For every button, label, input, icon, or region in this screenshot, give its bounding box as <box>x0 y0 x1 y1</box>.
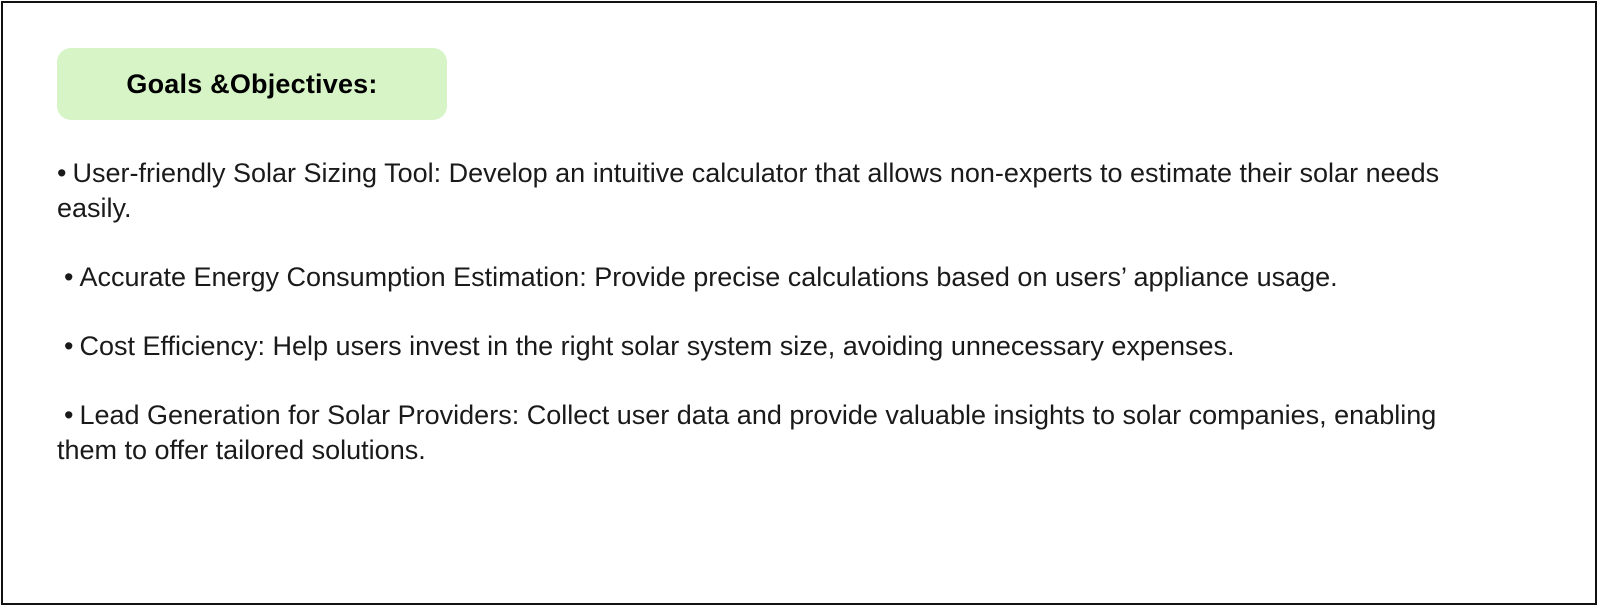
list-item <box>57 156 1457 226</box>
title-badge <box>57 48 447 120</box>
bullet-icon: • <box>64 400 74 430</box>
objectives-list <box>57 156 1457 502</box>
page-title: Goals &Objectives: <box>126 68 378 99</box>
bullet-icon: • <box>64 262 74 292</box>
slide-frame <box>1 1 1597 605</box>
list-item-text: Lead Generation for Solar Providers: Collect user data and provide valuable insights to solar companies, enabling them to offer tailored solutions. <box>57 400 1437 465</box>
list-item-text: User-friendly Solar Sizing Tool: Develop an intuitive calculator that allows non-experts to estimate their solar needs easily. <box>57 158 1440 223</box>
list-item <box>57 260 1457 295</box>
list-item <box>57 329 1457 364</box>
list-item <box>57 398 1457 468</box>
bullet-icon: • <box>57 158 67 188</box>
bullet-icon: • <box>64 331 74 361</box>
list-item-text: Cost Efficiency: Help users invest in the right solar system size, avoiding unnecessary expenses. <box>79 331 1235 361</box>
list-item-text: Accurate Energy Consumption Estimation: Provide precise calculations based on users’ appliance usage. <box>79 262 1338 292</box>
